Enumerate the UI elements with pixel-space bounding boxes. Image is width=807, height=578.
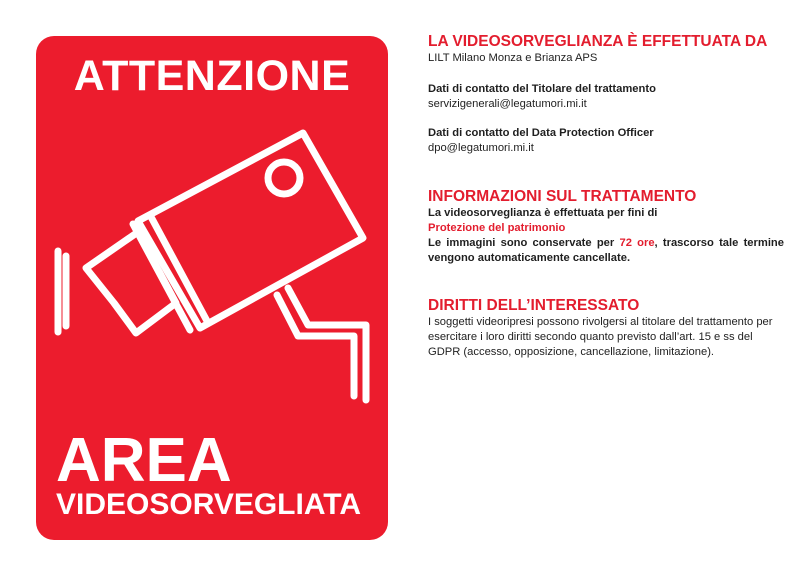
controller-name: LILT Milano Monza e Brianza APS bbox=[428, 52, 598, 64]
retention-after: , trascorso tale termine vengono automaticamente cancellate. bbox=[428, 237, 784, 264]
sign-title: ATTENZIONE bbox=[73, 52, 351, 100]
controller-contact-label: Dati di contatto del Titolare del trattamento bbox=[428, 83, 656, 95]
rights-section bbox=[428, 296, 784, 360]
sign-area-label: AREA bbox=[56, 426, 232, 495]
treatment-retention bbox=[428, 236, 784, 266]
treatment-heading: INFORMAZIONI SUL TRATTAMENTO bbox=[428, 188, 697, 205]
warning-sign bbox=[36, 36, 388, 540]
treatment-purpose: Protezione del patrimonio bbox=[428, 222, 566, 234]
retention-value: 72 ore bbox=[619, 237, 655, 249]
dpo-contact-email[interactable]: dpo@legatumori.mi.it bbox=[428, 142, 534, 154]
rights-heading: DIRITTI DELL’INTERESSATO bbox=[428, 297, 640, 314]
treatment-section bbox=[428, 187, 784, 266]
controller-heading: LA VIDEOSORVEGLIANZA È EFFETTUATA DA bbox=[428, 33, 768, 50]
dpo-contact-label: Dati di contatto del Data Protection Officer bbox=[428, 127, 654, 139]
treatment-purpose-intro: La videosorveglianza è effettuata per fini di bbox=[428, 207, 658, 219]
controller-contact bbox=[428, 82, 784, 112]
sign-subtitle: VIDEOSORVEGLIATA bbox=[56, 488, 362, 521]
controller-contact-email[interactable]: servizigenerali@legatumori.mi.it bbox=[428, 98, 587, 110]
controller-section bbox=[428, 32, 784, 66]
rights-text: I soggetti videoripresi possono rivolgersi al titolare del trattamento per esercitare i loro diritti secondo quanto previsto dall’art. 15 e ss del GDPR (accesso, opposizione, cancellazione, limitazione). bbox=[428, 316, 773, 358]
retention-before: Le immagini sono conservate per bbox=[428, 237, 615, 249]
dpo-contact bbox=[428, 126, 784, 156]
